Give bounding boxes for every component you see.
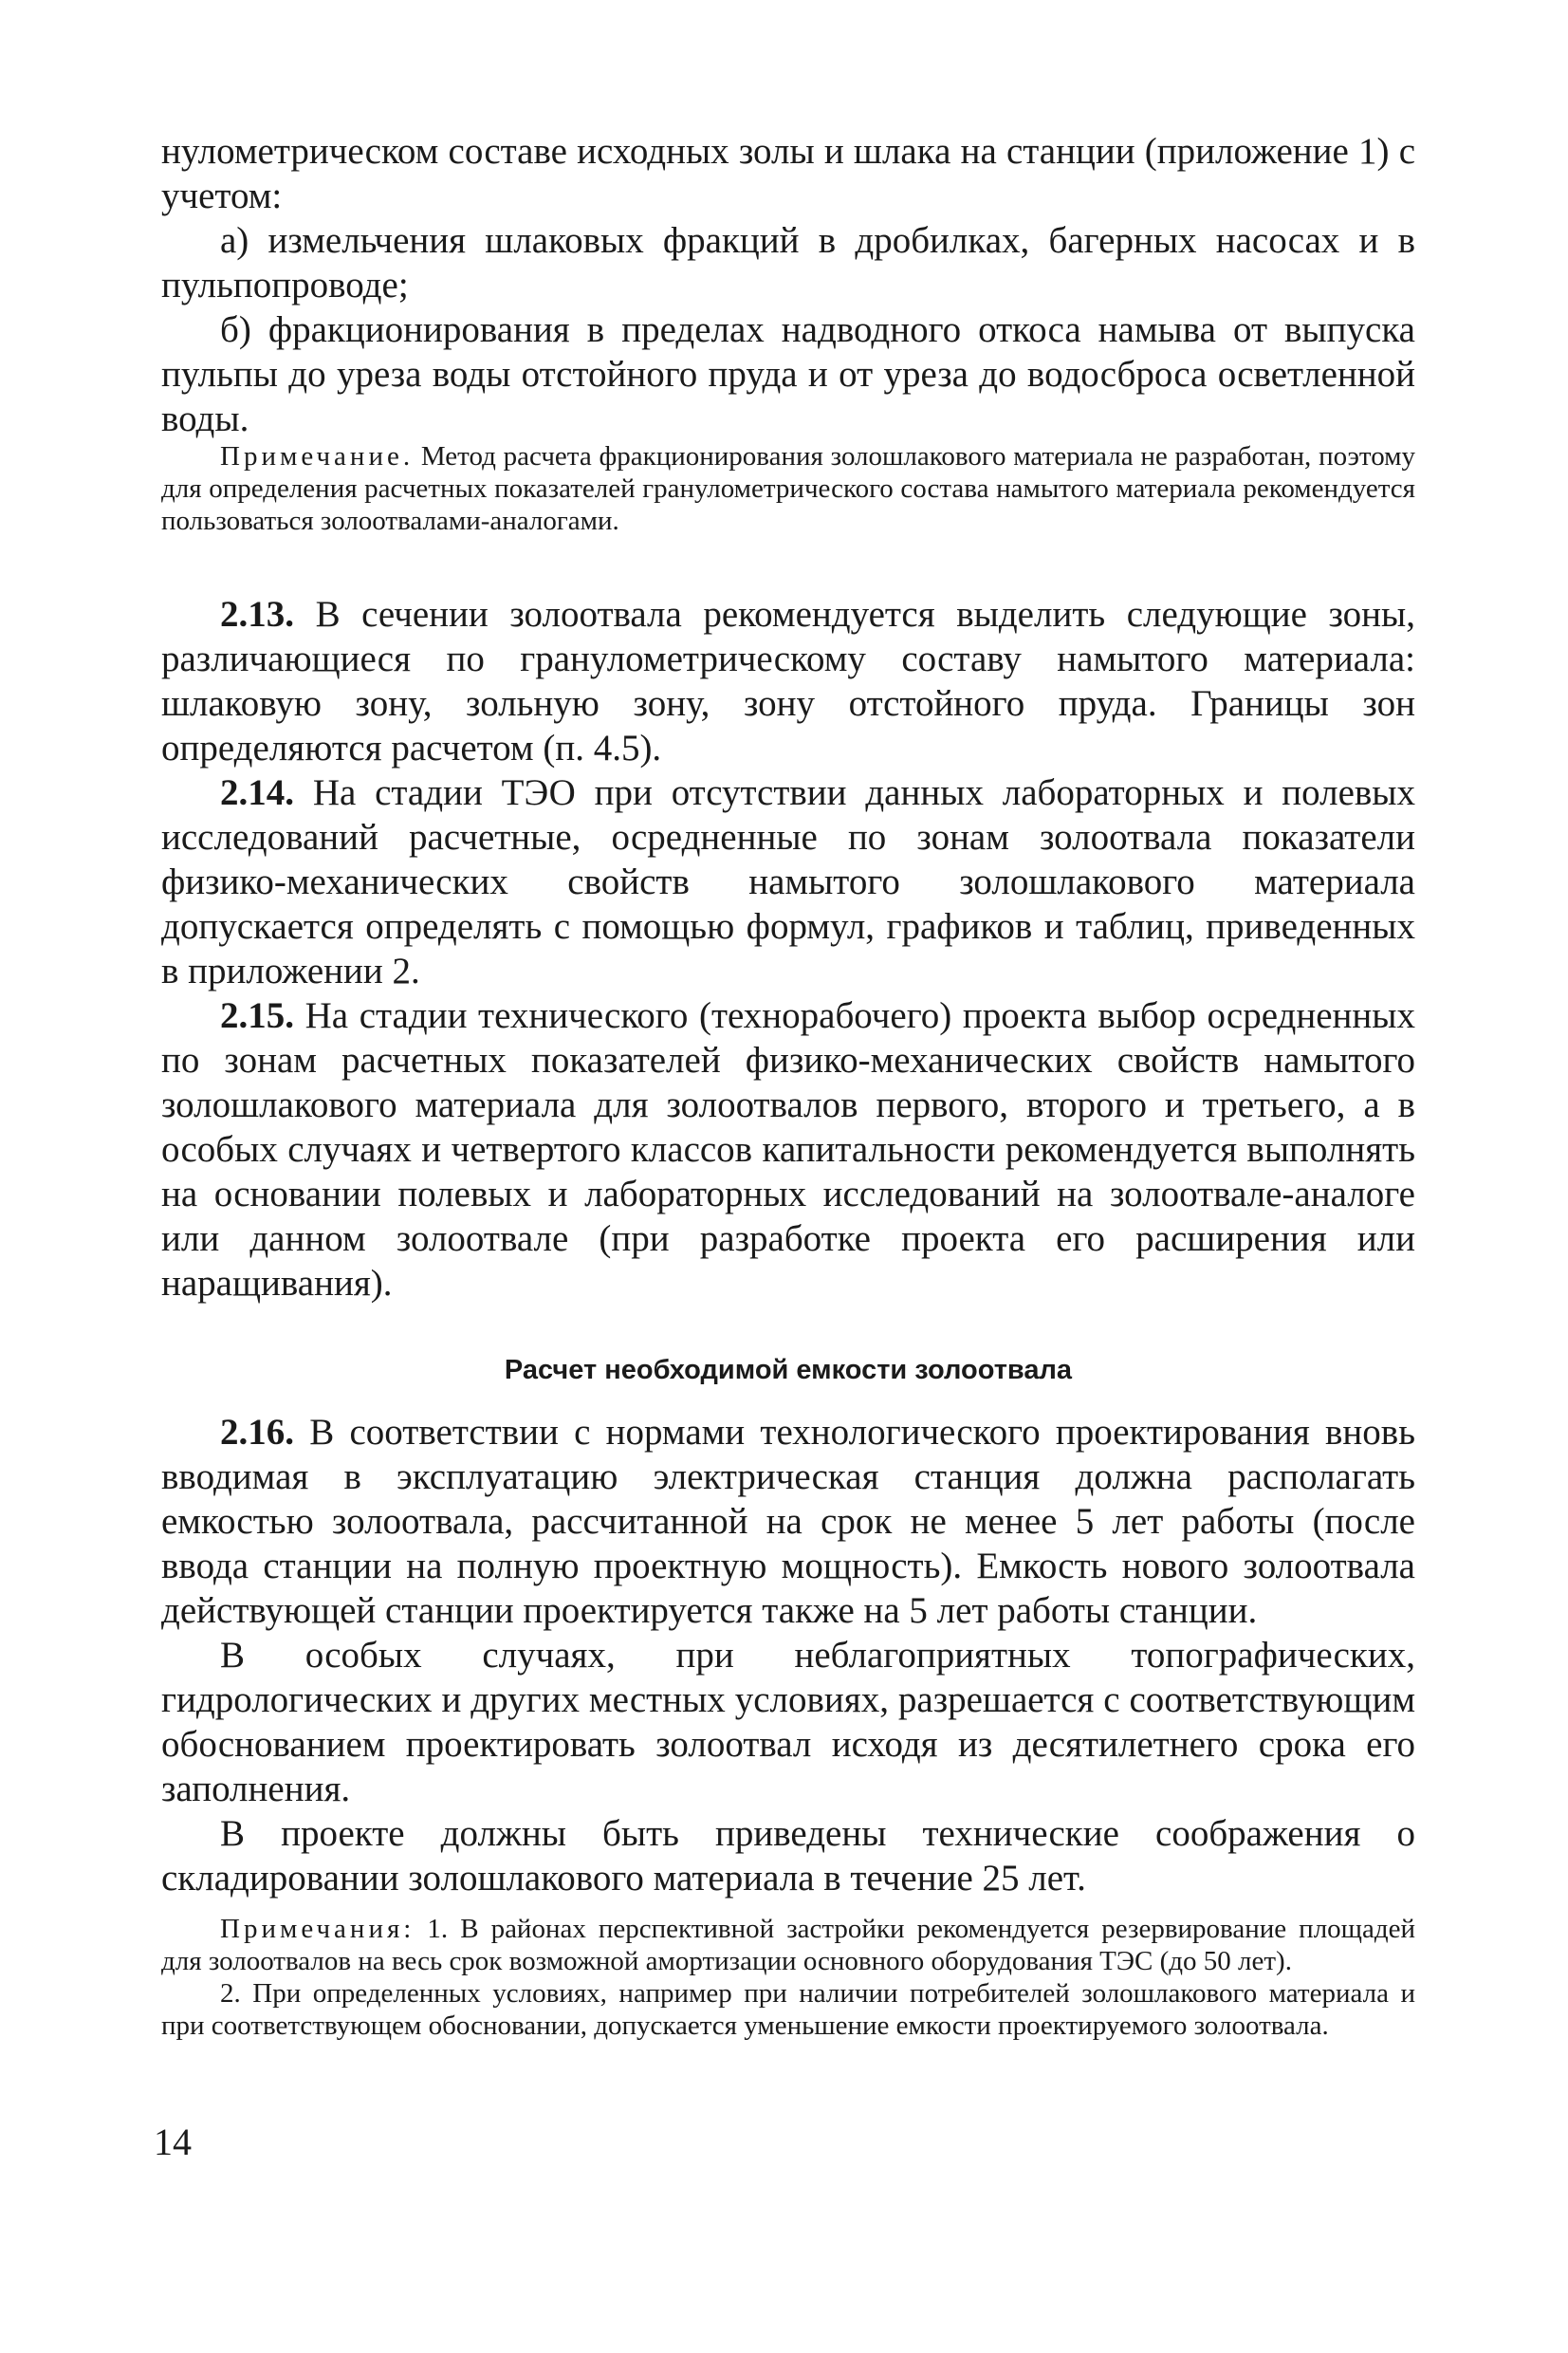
paragraph-2-14 (161, 770, 1415, 993)
intro-section (161, 129, 1415, 441)
section-2-16 (161, 1410, 1415, 1900)
paragraph-2-15 (161, 993, 1415, 1306)
paragraph-number: 2.14. (220, 772, 294, 813)
paragraph-number: 2.15. (220, 995, 294, 1036)
paragraph-text: В сечении золоотвала рекомендуется выделить следующие зоны, различающиеся по гранулометрическому составу намытого материала: шлаковую зону, зольную зону, зону отстойного пруда. Границы зон определяются расчетом (п. 4.5). (161, 594, 1416, 769)
list-item-b: б) фракционирования в пределах надводного откоса намыва от выпуска пульпы до уреза воды отстойного пруда и от уреза до водосброса осветленной воды. (161, 309, 1415, 439)
note-1 (161, 440, 1415, 537)
section-heading: Расчет необходимой емкости золоотвала (504, 1355, 1073, 1385)
notes-label: Примечания: (220, 1914, 415, 1944)
note-item-2: 2. При определенных условиях, например при наличии потребителей золошлакового материала и при соответствующем обосновании, допускается уменьшение емкости проектируемого золоотвала. (161, 1978, 1415, 2041)
paragraph-2-16 (161, 1410, 1415, 1633)
note-text: Метод расчета фракционирования золошлакового материала не разработан, поэтому для определения расчетных показателей гранулометрического состава намытого материала рекомендуется пользоваться золоотвалами-аналогами. (161, 441, 1416, 536)
paragraph-text: На стадии технического (технорабочего) проекта выбор осредненных по зонам расчетных показателей физико-механических свойств намытого золошлакового материала для золоотвалов первого, второго и третьего, а в особых случаях и четвертого классов капитальности рекомендуется выполнять на основании полевых и лабораторных исследований на золоотвале-аналоге или данном золоотвале (при разработке проекта его расширения или наращивания). (161, 995, 1416, 1304)
section-2-13-to-2-15 (161, 592, 1415, 1306)
notes-2 (161, 1913, 1415, 2042)
paragraph-2-13 (161, 592, 1415, 770)
paragraph-number: 2.13. (220, 594, 294, 635)
page-number: 14 (154, 2121, 192, 2163)
paragraph-text: На стадии ТЭО при отсутствии данных лабораторных и полевых исследований расчетные, осредненные по зонам золоотвала показатели физико-механических свойств намытого золошлакового материала допускается определять с помощью формул, графиков и таблиц, приведенных в приложении 2. (161, 772, 1416, 991)
paragraph-project: В проекте должны быть приведены технические соображения о складировании золошлакового материала в течение 25 лет. (161, 1813, 1415, 1899)
paragraph-special-cases: В особых случаях, при неблагоприятных топографических, гидрологических и других местных условиях, разрешается с соответствующим обоснованием проектировать золоотвал исходя из десятилетнего срока его заполнения. (161, 1635, 1415, 1809)
list-item-a: а) измельчения шлаковых фракций в дробилках, багерных насосах и в пульпопроводе; (161, 220, 1415, 306)
intro-paragraph: нулометрическом составе исходных золы и шлака на станции (приложение 1) с учетом: (161, 131, 1415, 216)
note-label: Примечание. (220, 441, 415, 472)
paragraph-text: В соответствии с нормами технологического проектирования вновь вводимая в эксплуатацию электрическая станция должна располагать емкостью золоотвала, рассчитанной на срок не менее 5 лет работы (после ввода станции на полную проектную мощность). Емкость нового золоотвала действующей станции проектируется также на 5 лет работы станции. (161, 1412, 1415, 1631)
paragraph-number: 2.16. (220, 1412, 294, 1453)
note-item-1: 1. В районах перспективной застройки рекомендуется резервирование площадей для золоотвалов на весь срок возможной амортизации основного оборудования ТЭС (до 50 лет). (161, 1914, 1416, 1976)
